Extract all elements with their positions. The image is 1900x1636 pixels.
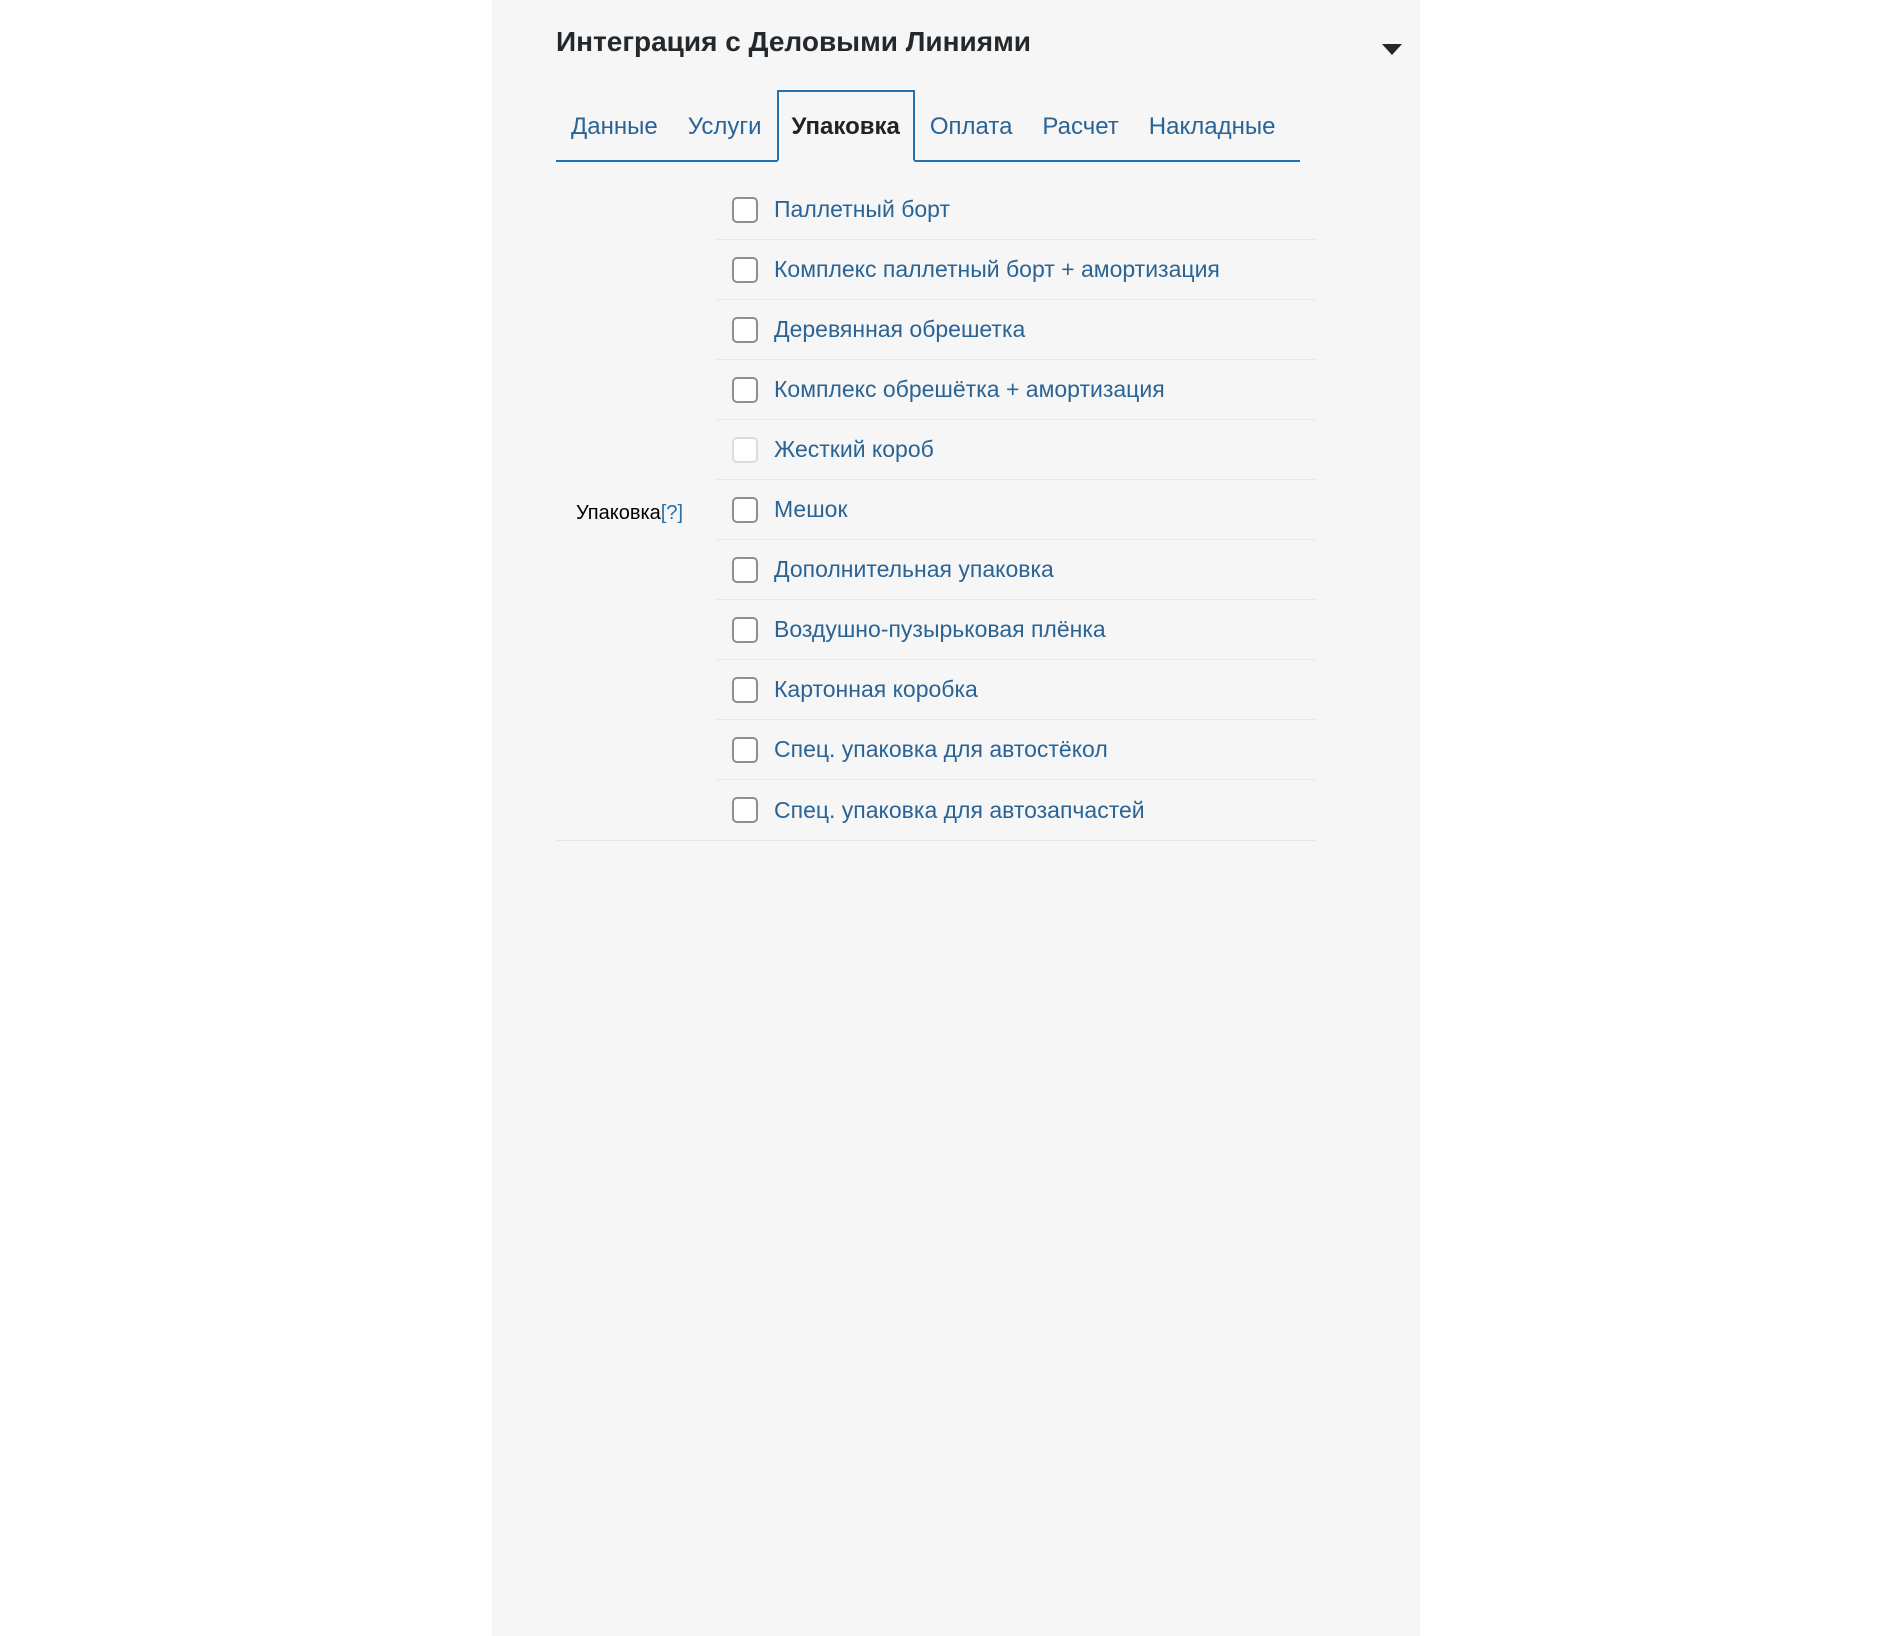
checkbox-pallet-board-cushioning[interactable] [732, 257, 758, 283]
packaging-field-row [556, 180, 1316, 841]
checkbox-crate-cushioning[interactable] [732, 377, 758, 403]
checkbox-pallet-board[interactable] [732, 197, 758, 223]
option-label: Картонная коробка [774, 676, 978, 702]
checkbox-auto-glass-packaging[interactable] [732, 737, 758, 763]
settings-panel [492, 0, 1420, 1636]
tab-data[interactable]: Данные [571, 113, 658, 140]
option-bubble-wrap[interactable] [716, 600, 1316, 660]
option-pallet-board[interactable] [716, 180, 1316, 240]
option-label: Комплекс обрешётка + амортизация [774, 376, 1165, 402]
option-label: Мешок [774, 496, 848, 522]
checkbox-bag[interactable] [732, 497, 758, 523]
option-label: Паллетный борт [774, 196, 950, 222]
option-additional-packaging[interactable] [716, 540, 1316, 600]
tab-packaging[interactable]: Упаковка [777, 90, 915, 162]
option-label: Воздушно-пузырьковая плёнка [774, 616, 1106, 642]
section-title: Интеграция с Деловыми Линиями [556, 26, 1032, 57]
tab-payment[interactable]: Оплата [929, 113, 1013, 140]
option-label: Спец. упаковка для автостёкол [774, 736, 1108, 762]
checkbox-additional-packaging[interactable] [732, 557, 758, 583]
option-pallet-board-cushioning[interactable] [716, 240, 1316, 300]
option-label: Жесткий короб [774, 436, 934, 462]
option-label: Спец. упаковка для автозапчастей [774, 796, 1145, 823]
packaging-field-label [576, 502, 726, 525]
checkbox-rigid-box[interactable] [732, 437, 758, 463]
option-label: Комплекс паллетный борт + амортизация [774, 256, 1220, 282]
tab-waybills[interactable]: Накладные [1148, 113, 1276, 140]
tab-bar [556, 90, 1300, 162]
checkbox-bubble-wrap[interactable] [732, 617, 758, 643]
triangle-down-icon [1382, 44, 1402, 56]
tab-services[interactable]: Услуги [687, 113, 762, 140]
checkbox-wooden-crate[interactable] [732, 317, 758, 343]
option-auto-parts-packaging[interactable] [716, 780, 1316, 840]
packaging-options-list [716, 180, 1316, 840]
help-link[interactable]: [?] [660, 502, 684, 524]
option-wooden-crate[interactable] [716, 300, 1316, 360]
option-label: Деревянная обрешетка [774, 316, 1026, 342]
option-rigid-box[interactable] [716, 420, 1316, 480]
packaging-label-text: Упаковка [576, 502, 661, 524]
collapse-toggle-button[interactable] [1372, 36, 1412, 66]
option-crate-cushioning[interactable] [716, 360, 1316, 420]
checkbox-auto-parts-packaging[interactable] [732, 797, 758, 823]
option-cardboard-box[interactable] [716, 660, 1316, 720]
option-bag[interactable] [716, 480, 1316, 540]
tab-calculation[interactable]: Расчет [1042, 113, 1119, 140]
option-label: Дополнительная упаковка [774, 556, 1054, 582]
checkbox-cardboard-box[interactable] [732, 677, 758, 703]
option-auto-glass-packaging[interactable] [716, 720, 1316, 780]
